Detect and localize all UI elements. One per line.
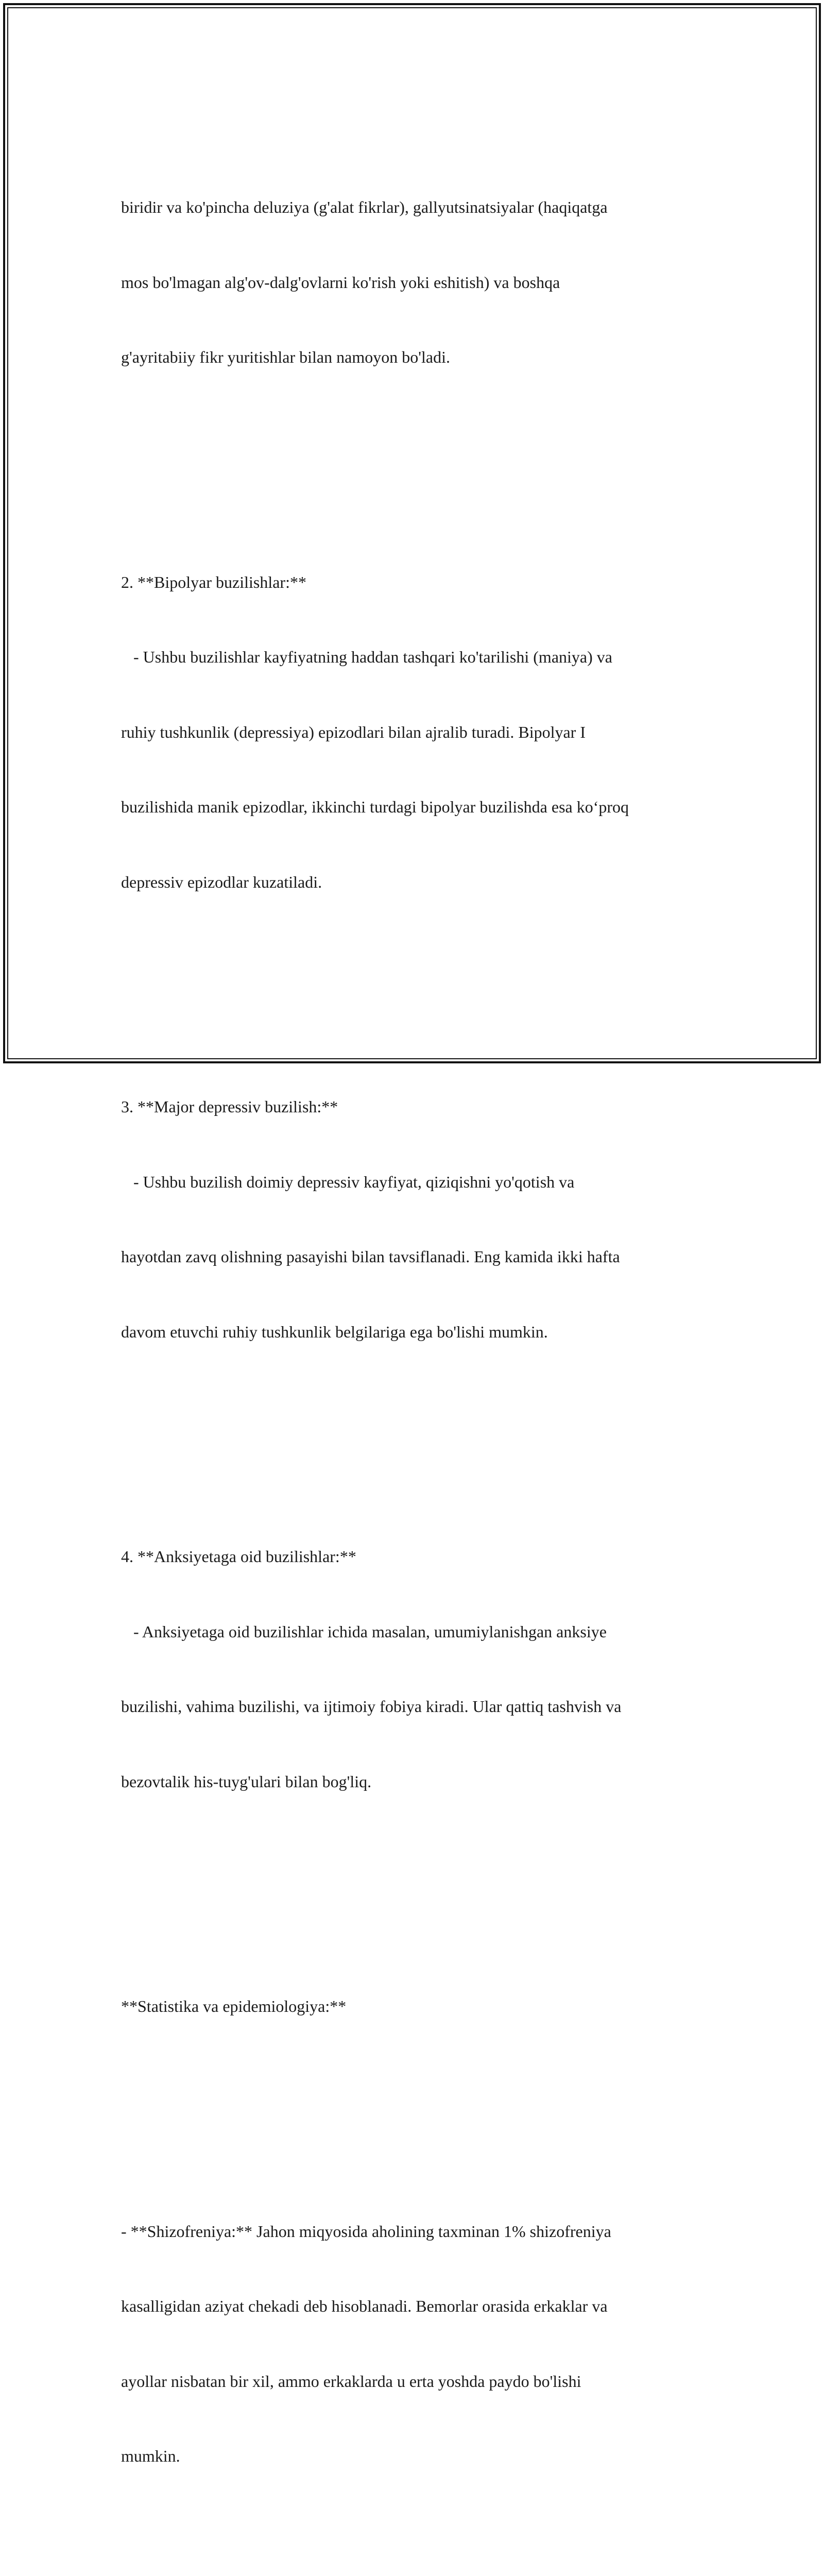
text-line: buzilishi, vahima buzilishi, va ijtimoiy fobiya kiradi. Ular qattiq tashvish va — [121, 1697, 622, 1716]
text-line: mumkin. — [121, 2447, 180, 2465]
text-line: ayollar nisbatan bir xil, ammo erkaklarda u erta yoshda paydo bo'lishi — [121, 2371, 581, 2391]
section-heading: 4. **Anksiyetaga oid buzilishlar:** — [121, 1547, 356, 1566]
paragraph-statistics-heading — [121, 1944, 713, 2069]
text-line: depressiv epizodlar kuzatiladi. — [121, 872, 322, 891]
text-line: bezovtalik his-tuyg'ulari bilan bog'liq. — [121, 1772, 372, 1791]
paragraph-intro-continuation — [121, 145, 713, 420]
section-heading: **Statistika va epidemiologiya:** — [121, 1997, 347, 2015]
section-heading: 2. **Bipolyar buzilishlar:** — [121, 572, 306, 591]
text-line: davom etuvchi ruhiy tushkunlik belgilariga ega bo'lishi mumkin. — [121, 1322, 548, 1341]
text-line: - Anksiyetaga oid buzilishlar ichida masalan, umumiylanishgan anksiye — [121, 1622, 607, 1641]
paragraph-anxiety-disorders — [121, 1494, 713, 1844]
text-line: mos bo'lmagan alg'ov-dalg'ovlarni ko'rish yoki eshitish) va boshqa — [121, 273, 560, 292]
text-line: biridir va ko'pincha deluziya (g'alat fikrlar), gallyutsinatsiyalar (haqiqatga — [121, 198, 608, 216]
text-line: - **Shizofreniya:** Jahon miqyosida aholining taxminan 1% shizofreniya — [121, 2222, 611, 2241]
text-line: - Ushbu buzilish doimiy depressiv kayfiyat, qiziqishni yo'qotish va — [121, 1172, 575, 1191]
section-heading: 3. **Major depressiv buzilish:** — [121, 1097, 338, 1116]
paragraph-major-depressive — [121, 1044, 713, 1394]
text-line: buzilishida manik epizodlar, ikkinchi turdagi bipolyar buzilishda esa ko‘proq — [121, 798, 629, 816]
paragraph-schizophrenia-stats — [121, 2169, 713, 2519]
document-body — [121, 95, 713, 2576]
text-line: - Ushbu buzilishlar kayfiyatning haddan tashqari ko'tarilishi (maniya) va — [121, 648, 612, 666]
text-line: g'ayritabiiy fikr yuritishlar bilan namoyon bo'ladi. — [121, 348, 450, 366]
paragraph-bipolar-disorders — [121, 520, 713, 945]
text-line: hayotdan zavq olishning pasayishi bilan tavsiflanadi. Eng kamida ikki hafta — [121, 1247, 620, 1266]
text-line: ruhiy tushkunlik (depressiya) epizodlari bilan ajralib turadi. Bipolyar I — [121, 722, 586, 741]
text-line: kasalligidan aziyat chekadi deb hisoblanadi. Bemorlar orasida erkaklar va — [121, 2297, 608, 2315]
